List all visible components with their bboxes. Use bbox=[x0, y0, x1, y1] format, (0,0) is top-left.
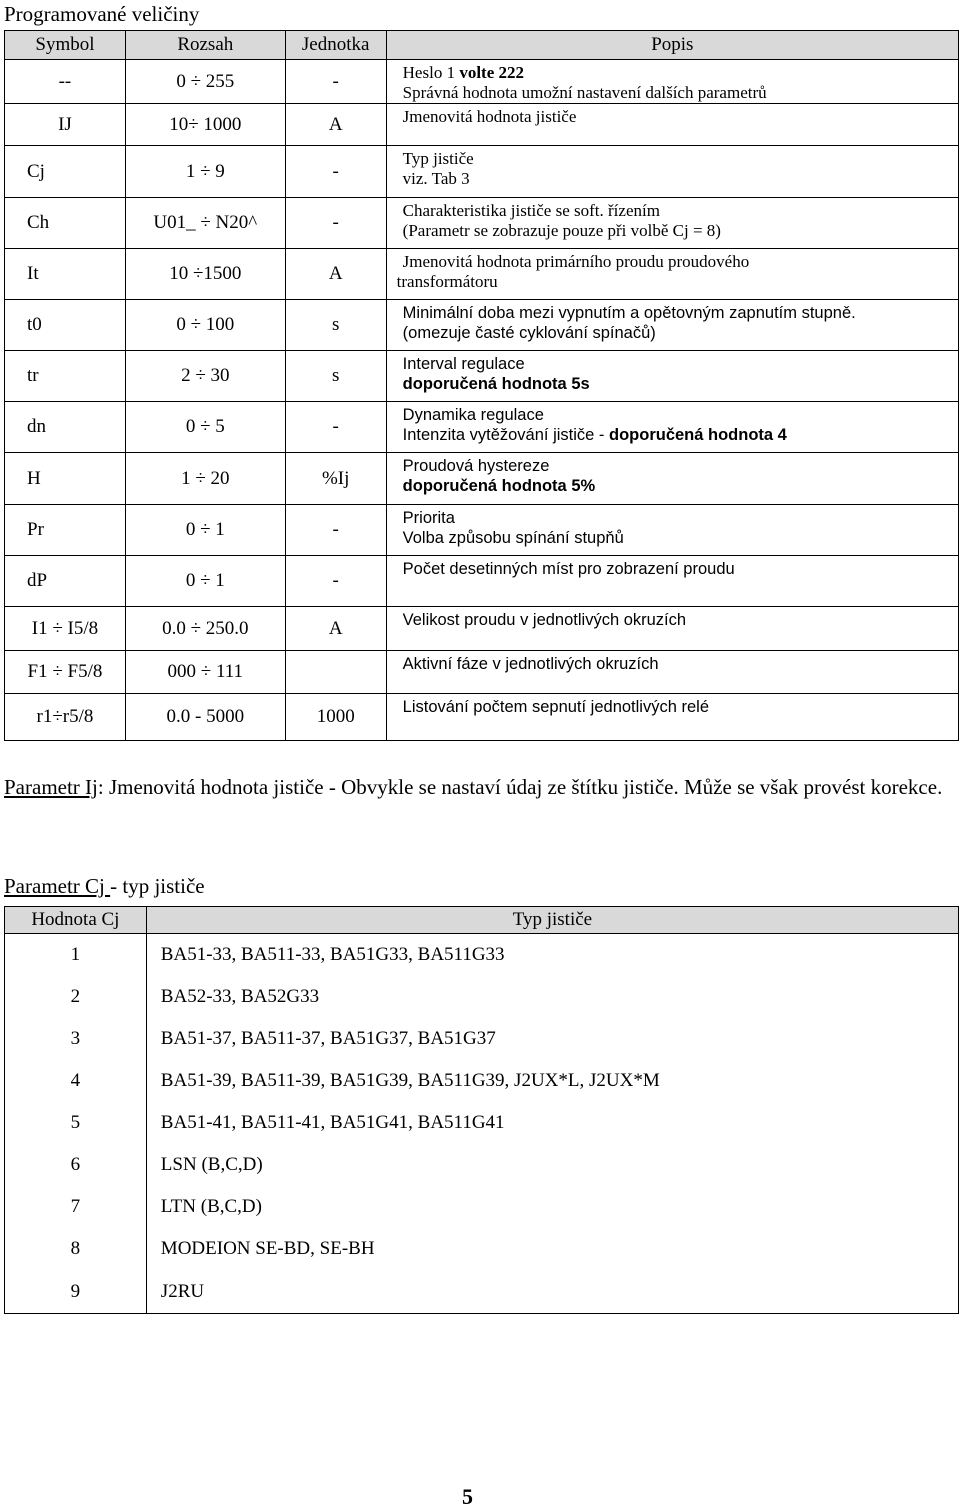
cell-symbol: F1 ÷ F5/8 bbox=[5, 651, 126, 694]
page-number: 5 bbox=[462, 1484, 473, 1509]
cell-range: 0.0 - 5000 bbox=[125, 694, 285, 741]
desc-line: Interval regulace bbox=[402, 355, 525, 373]
desc-line: Jmenovitá hodnota primárního proudu proudového bbox=[402, 252, 750, 271]
cell-unit bbox=[285, 651, 386, 694]
cell-description bbox=[386, 249, 958, 300]
table-row bbox=[5, 1018, 959, 1060]
desc-line: Volba způsobu spínání stupňů bbox=[402, 529, 624, 547]
cj-value: 6 bbox=[5, 1144, 147, 1186]
cj-value: 1 bbox=[5, 934, 147, 977]
cell-unit: A bbox=[285, 104, 386, 146]
cell-description bbox=[386, 351, 958, 402]
breaker-type: LTN (B,C,D) bbox=[146, 1186, 958, 1228]
breaker-type: BA51-37, BA511-37, BA51G37, BA51G37 bbox=[146, 1018, 958, 1060]
cell-description bbox=[386, 694, 958, 741]
desc-line: Heslo 1 bbox=[402, 63, 460, 82]
cj-value: 9 bbox=[5, 1270, 147, 1314]
cj-value: 8 bbox=[5, 1228, 147, 1270]
breaker-type: J2RU bbox=[146, 1270, 958, 1314]
paragraph-cj bbox=[4, 870, 954, 902]
table-row bbox=[5, 198, 959, 249]
table-row bbox=[5, 104, 959, 146]
cell-unit: - bbox=[285, 505, 386, 556]
cell-range: 0 ÷ 1 bbox=[125, 556, 285, 607]
header-description: Popis bbox=[386, 31, 958, 60]
cell-description bbox=[386, 505, 958, 556]
cell-range: 0 ÷ 100 bbox=[125, 300, 285, 351]
cell-unit: - bbox=[285, 402, 386, 453]
breaker-type: MODEION SE-BD, SE-BH bbox=[146, 1228, 958, 1270]
cell-symbol: Ch bbox=[5, 198, 126, 249]
table-row bbox=[5, 1228, 959, 1270]
cell-symbol: dn bbox=[5, 402, 126, 453]
header-breaker-type: Typ jističe bbox=[146, 907, 958, 934]
desc-line: Jmenovitá hodnota jističe bbox=[402, 107, 577, 126]
cell-symbol: Cj bbox=[5, 146, 126, 198]
cell-symbol: t0 bbox=[5, 300, 126, 351]
cell-description bbox=[386, 402, 958, 453]
cell-unit: s bbox=[285, 300, 386, 351]
table-row bbox=[5, 505, 959, 556]
cell-range: 0.0 ÷ 250.0 bbox=[125, 607, 285, 651]
table-row bbox=[5, 694, 959, 741]
parameters-header-row bbox=[5, 31, 959, 60]
cell-range: 10 ÷1500 bbox=[125, 249, 285, 300]
breaker-type: BA51-39, BA511-39, BA51G39, BA511G39, J2UX*L, J2UX*M bbox=[146, 1060, 958, 1102]
cell-description bbox=[386, 556, 958, 607]
cell-symbol: It bbox=[5, 249, 126, 300]
param-cj-label: Parametr Cj bbox=[4, 874, 111, 898]
cj-value: 3 bbox=[5, 1018, 147, 1060]
table-row bbox=[5, 607, 959, 651]
cell-range: 1 ÷ 20 bbox=[125, 453, 285, 505]
cell-description bbox=[386, 453, 958, 505]
desc-line: Intenzita vytěžování jističe - bbox=[402, 426, 609, 444]
cell-symbol: Pr bbox=[5, 505, 126, 556]
cell-symbol: dP bbox=[5, 556, 126, 607]
cj-value: 2 bbox=[5, 976, 147, 1018]
table-row bbox=[5, 976, 959, 1018]
page-title: Programované veličiny bbox=[4, 2, 200, 26]
table-row bbox=[5, 249, 959, 300]
desc-bold: doporučená hodnota 4 bbox=[609, 426, 787, 444]
table-row bbox=[5, 146, 959, 198]
cj-value: 5 bbox=[5, 1102, 147, 1144]
breaker-type-table bbox=[4, 906, 959, 1314]
cell-description bbox=[386, 104, 958, 146]
cell-range: 0 ÷ 1 bbox=[125, 505, 285, 556]
cj-header-row bbox=[5, 907, 959, 934]
header-symbol: Symbol bbox=[5, 31, 126, 60]
cell-symbol: -- bbox=[5, 60, 126, 104]
desc-line: transformátoru bbox=[396, 272, 498, 291]
table-row bbox=[5, 300, 959, 351]
header-range: Rozsah bbox=[125, 31, 285, 60]
cell-symbol: IJ bbox=[5, 104, 126, 146]
desc-line: Typ jističe bbox=[402, 149, 474, 168]
table-row bbox=[5, 1186, 959, 1228]
cell-symbol: I1 ÷ I5/8 bbox=[5, 607, 126, 651]
cell-unit: - bbox=[285, 198, 386, 249]
desc-line: Listování počtem sepnutí jednotlivých relé bbox=[402, 698, 709, 716]
cell-symbol: r1÷r5/8 bbox=[5, 694, 126, 741]
cell-description bbox=[386, 651, 958, 694]
cell-symbol: tr bbox=[5, 351, 126, 402]
cell-description bbox=[386, 607, 958, 651]
cell-unit: - bbox=[285, 146, 386, 198]
param-cj-text: - typ jističe bbox=[110, 874, 205, 898]
cell-unit: s bbox=[285, 351, 386, 402]
desc-line: (Parametr se zobrazuje pouze při volbě Cj = 8) bbox=[402, 221, 721, 240]
breaker-type: BA51-41, BA511-41, BA51G41, BA511G41 bbox=[146, 1102, 958, 1144]
desc-line: viz. Tab 3 bbox=[402, 169, 470, 188]
header-unit: Jednotka bbox=[285, 31, 386, 60]
table-row bbox=[5, 60, 959, 104]
cell-unit: 1000 bbox=[285, 694, 386, 741]
desc-line: Minimální doba mezi vypnutím a opětovným zapnutím stupně. bbox=[402, 304, 856, 322]
cell-description bbox=[386, 146, 958, 198]
desc-line: Charakteristika jističe se soft. řízením bbox=[402, 201, 660, 220]
desc-line: Velikost proudu v jednotlivých okruzích bbox=[402, 611, 687, 629]
desc-line: Počet desetinných míst pro zobrazení proudu bbox=[402, 560, 735, 578]
cell-range: 2 ÷ 30 bbox=[125, 351, 285, 402]
cell-unit: A bbox=[285, 607, 386, 651]
cell-range: U01_ ÷ N20^ bbox=[125, 198, 285, 249]
desc-line: Priorita bbox=[402, 509, 455, 527]
table-row bbox=[5, 351, 959, 402]
desc-bold: doporučená hodnota 5s bbox=[402, 375, 590, 393]
cj-value: 7 bbox=[5, 1186, 147, 1228]
cell-range: 0 ÷ 5 bbox=[125, 402, 285, 453]
cell-unit: A bbox=[285, 249, 386, 300]
table-row bbox=[5, 556, 959, 607]
cell-unit: - bbox=[285, 556, 386, 607]
cell-unit: %Ij bbox=[285, 453, 386, 505]
table-row bbox=[5, 1270, 959, 1314]
desc-line: Správná hodnota umožní nastavení dalších parametrů bbox=[402, 83, 767, 102]
breaker-type: BA51-33, BA511-33, BA51G33, BA511G33 bbox=[146, 934, 958, 977]
cell-description bbox=[386, 60, 958, 104]
header-cj-value: Hodnota Cj bbox=[5, 907, 147, 934]
desc-line: Proudová hystereze bbox=[402, 457, 550, 475]
cell-unit: - bbox=[285, 60, 386, 104]
table-row bbox=[5, 934, 959, 977]
cell-range: 000 ÷ 111 bbox=[125, 651, 285, 694]
table-row bbox=[5, 453, 959, 505]
breaker-type: LSN (B,C,D) bbox=[146, 1144, 958, 1186]
table-row bbox=[5, 1102, 959, 1144]
desc-bold: doporučená hodnota 5% bbox=[402, 477, 596, 495]
cj-value: 4 bbox=[5, 1060, 147, 1102]
breaker-type: BA52-33, BA52G33 bbox=[146, 976, 958, 1018]
desc-line: Dynamika regulace bbox=[402, 406, 544, 424]
table-row bbox=[5, 1060, 959, 1102]
cell-range: 10÷ 1000 bbox=[125, 104, 285, 146]
parameters-table bbox=[4, 30, 959, 741]
desc-bold: volte 222 bbox=[459, 63, 525, 82]
paragraph-ij bbox=[4, 771, 954, 803]
cell-description bbox=[386, 300, 958, 351]
cell-description bbox=[386, 198, 958, 249]
cell-range: 1 ÷ 9 bbox=[125, 146, 285, 198]
table-row bbox=[5, 402, 959, 453]
param-ij-label: Parametr Ij bbox=[4, 775, 98, 799]
table-row bbox=[5, 1144, 959, 1186]
cell-range: 0 ÷ 255 bbox=[125, 60, 285, 104]
desc-line: Aktivní fáze v jednotlivých okruzích bbox=[402, 655, 659, 673]
table-row bbox=[5, 651, 959, 694]
cell-symbol: H bbox=[5, 453, 126, 505]
desc-line: (omezuje časté cyklování spínačů) bbox=[402, 324, 656, 342]
param-ij-text: : Jmenovitá hodnota jističe - Obvykle se nastaví údaj ze štítku jističe. Může se však provést korekce. bbox=[97, 775, 943, 799]
